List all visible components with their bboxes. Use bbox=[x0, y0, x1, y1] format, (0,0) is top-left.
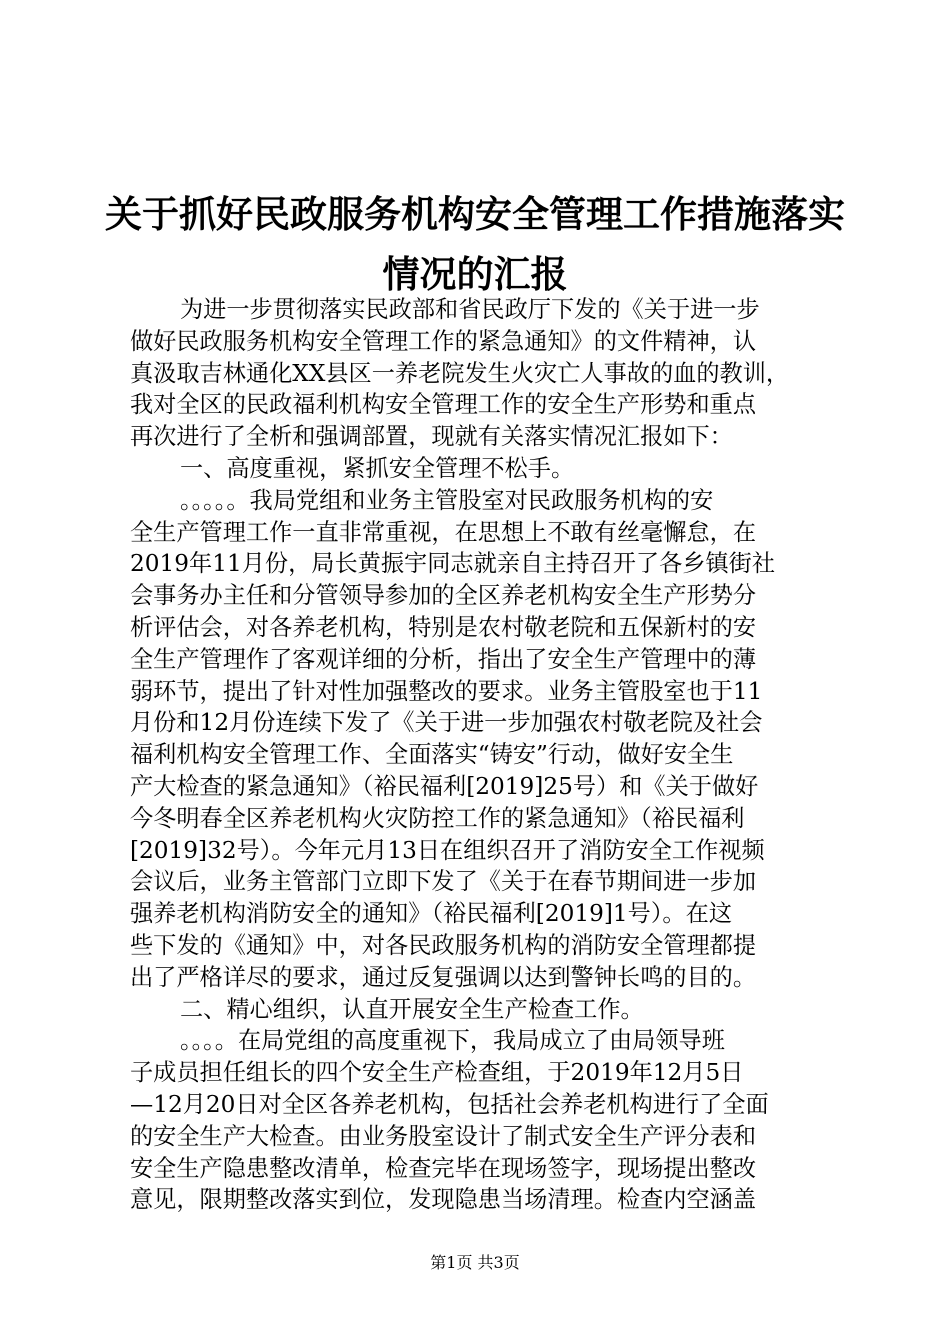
body-text-line: 2019年11月份，局长黄振宇同志就亲自主持召开了各乡镇街社 bbox=[130, 550, 776, 578]
body-text-line: 二、精心组织，认直开展安全生产检查工作。 bbox=[180, 995, 644, 1023]
body-text-line: 强养老机构消防安全的通知》（裕民福利[2019]1号）。在这 bbox=[130, 900, 732, 928]
body-text-line: [2019]32号）。今年元月13日在组织召开了消防安全工作视频 bbox=[130, 836, 765, 864]
page-number-footer: 第1页 共3页 bbox=[430, 1253, 520, 1272]
document-body bbox=[130, 294, 835, 1216]
body-text-line: 再次进行了全析和强调部置，现就有关落实情况汇报如下： bbox=[130, 423, 733, 451]
document-title-line-1: 关于抓好民政服务机构安全管理工作措施落实 bbox=[105, 192, 845, 236]
body-text-line: 意见，限期整改落实到位，发现隐患当场清理。检查内空涵盖 bbox=[130, 1186, 757, 1214]
body-text-line: 我对全区的民政福利机构安全管理工作的安全生产形势和重点 bbox=[130, 391, 757, 419]
body-text-line: 产大检查的紧急通知》（裕民福利[2019]25号）和《关于做好 bbox=[130, 772, 759, 800]
body-text-line: 安全生产隐患整改清单，检查完毕在现场签字，现场提出整改 bbox=[130, 1154, 757, 1182]
body-text-line: 。。。。。我局党组和业务主管股室对民政服务机构的安 bbox=[180, 486, 714, 514]
body-text-line: 子成员担任组长的四个安全生产检查组，于2019年12月5日 bbox=[130, 1059, 744, 1087]
body-text-line: 的安全生产大检查。由业务股室设计了制式安全生产评分表和 bbox=[130, 1122, 757, 1150]
body-text-line: 些下发的《通知》中，对各民政服务机构的消防安全管理都提 bbox=[130, 931, 757, 959]
body-text-line: —12月20日对全区各养老机构，包括社会养老机构进行了全面 bbox=[130, 1090, 769, 1118]
body-text-line: 福利机构安全管理工作、全面落实“铸安”行动，做好安全生 bbox=[130, 741, 734, 769]
body-text-line: 做好民政服务机构安全管理工作的紧急通知》的文件精神，认 bbox=[130, 327, 757, 355]
body-text-line: 会议后，业务主管部门立即下发了《关于在春节期间进一步加 bbox=[130, 868, 757, 896]
body-text-line: 月份和12月份连续下发了《关于进一步加强农村敬老院及社会 bbox=[130, 709, 763, 737]
body-text-line: 为进一步贯彻落实民政部和省民政厅下发的《关于进一步 bbox=[180, 296, 760, 323]
body-text-line: 全生产管理作了客观详细的分析，指出了安全生产管理中的薄 bbox=[130, 645, 757, 673]
body-text-line: 弱环节，提出了针对性加强整改的要求。业务主管股室也于11 bbox=[130, 677, 763, 705]
body-text-line: 。。。。在局党组的高度重视下，我局成立了由局领导班 bbox=[180, 1027, 725, 1055]
body-text-line: 真汲取吉林通化XX县区一养老院发生火灾亡人事故的血的教训， bbox=[130, 359, 790, 387]
body-text-line: 会事务办主任和分管领导参加的全区养老机构安全生产形势分 bbox=[130, 582, 757, 610]
body-text-line: 今冬明春全区养老机构火灾防控工作的紧急通知》（裕民福利 bbox=[130, 804, 745, 832]
body-text-line: 出了严格详尽的要求，通过反复强调以达到警钟长鸣的目的。 bbox=[130, 963, 757, 991]
body-text-line: 全生产管理工作一直非常重视，在思想上不敢有丝毫懈怠，在 bbox=[130, 518, 757, 546]
body-text-line: 析评估会，对各养老机构，特别是农村敬老院和五保新村的安 bbox=[130, 613, 757, 641]
document-title-line-2: 情况的汇报 bbox=[382, 252, 568, 296]
body-text-line: 一、高度重视，紧抓安全管理不松手。 bbox=[180, 454, 575, 482]
